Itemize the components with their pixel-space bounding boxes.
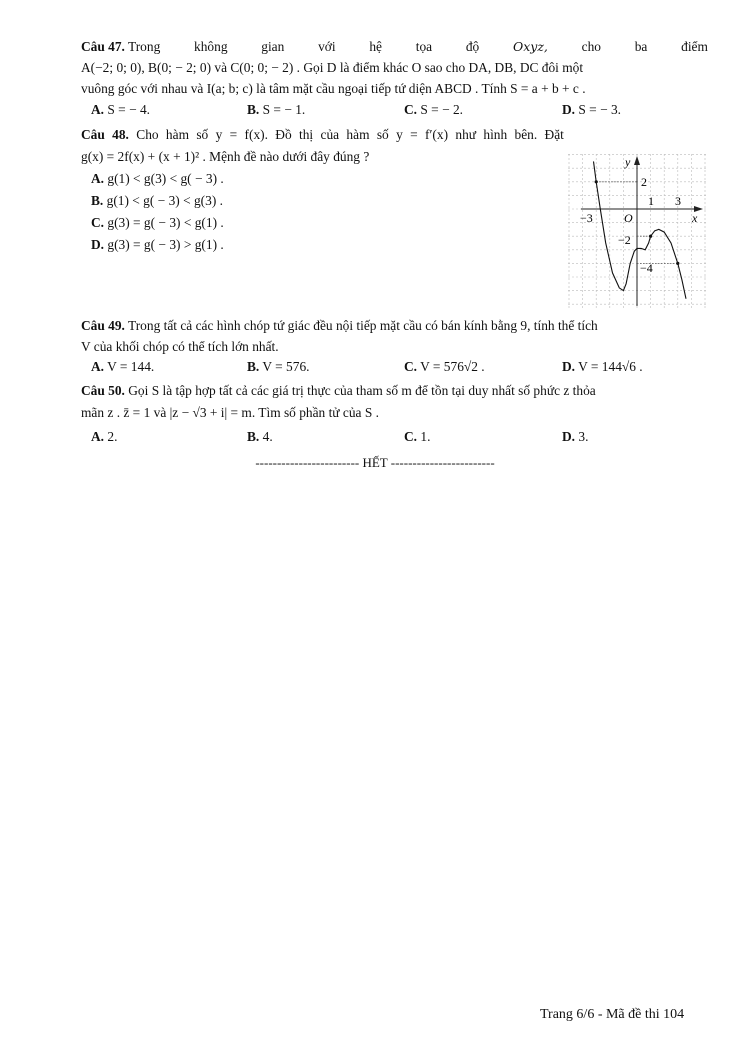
q47-line1: Câu 47. Trong không gian với hệ tọa độ Oxyz, cho ba điểm [81, 39, 708, 54]
q50-option-d[interactable]: D. 3. [562, 429, 589, 444]
end-marker: ------------------------ HẾT ------------------------ [255, 455, 495, 470]
q47-label: Câu 47. [81, 39, 125, 54]
marked-point [649, 235, 652, 238]
tick-label-yneg2: −2 [618, 233, 631, 247]
q47-line3: vuông góc với nhau và I(a; b; c) là tâm mặt cầu ngoại tiếp tứ diện ABCD . Tính S = a + b + c . [81, 81, 586, 96]
q48-option-b[interactable]: B. g(1) < g( − 3) < g(3) . [91, 193, 223, 208]
q50-label: Câu 50. [81, 383, 125, 398]
q49-line2: V của khối chóp có thể tích lớn nhất. [81, 339, 279, 354]
q50-option-b[interactable]: B. 4. [247, 429, 273, 444]
q47-option-b[interactable]: B. S = − 1. [247, 102, 306, 117]
q49-label: Câu 49. [81, 318, 125, 333]
origin-label: O [624, 211, 633, 225]
tick-label-x-neg3: −3 [580, 211, 593, 225]
x-axis-label: x [692, 211, 698, 225]
q48-line1: Câu 48. Cho hàm số y = f(x). Đồ thị của hàm số y = f′(x) như hình bên. Đặt [81, 127, 564, 142]
q50-option-c[interactable]: C. 1. [404, 429, 431, 444]
q48-option-d[interactable]: D. g(3) = g( − 3) > g(1) . [91, 237, 224, 252]
q48-option-a[interactable]: A. g(1) < g(3) < g( − 3) . [91, 171, 224, 186]
marked-point [595, 180, 598, 183]
graph-grid [568, 154, 708, 308]
q47-option-c[interactable]: C. S = − 2. [404, 102, 464, 117]
y-axis-label: y [625, 155, 631, 169]
page-footer: Trang 6/6 - Mã đề thi 104 [540, 1007, 685, 1022]
q49-option-d[interactable]: D. V = 144√6 . [562, 359, 643, 374]
q47-line2: A(−2; 0; 0), B(0; − 2; 0) và C(0; 0; − 2) . Gọi D là điểm khác O sao cho DA, DB, DC đôi một [81, 60, 584, 75]
q50-line2: mãn z . z̄ = 1 và |z − √3 + i| = m. Tìm số phần tử của S . [81, 405, 379, 420]
q49-option-b[interactable]: B. V = 576. [247, 359, 310, 374]
marked-point [676, 262, 679, 265]
q48-line2: g(x) = 2f(x) + (x + 1)² . Mệnh đề nào dưới đây đúng ? [81, 149, 370, 164]
q48-option-c[interactable]: C. g(3) = g( − 3) < g(1) . [91, 215, 224, 230]
tick-label-x1: 1 [648, 194, 654, 208]
q49-option-c[interactable]: C. V = 576√2 . [404, 359, 485, 374]
tick-label-x3: 3 [675, 194, 681, 208]
q47-option-a[interactable]: A. S = − 4. [91, 102, 151, 117]
q49-line1: Câu 49. Trong tất cả các hình chóp tứ giác đều nội tiếp mặt cầu có bán kính bằng 9, tính thể tích [81, 318, 598, 333]
q47-option-d[interactable]: D. S = − 3. [562, 102, 622, 117]
q49-option-a[interactable]: A. V = 144. [91, 359, 155, 374]
q50-line1: Câu 50. Gọi S là tập hợp tất cả các giá trị thực của tham số m để tồn tại duy nhất số phức z thỏa [81, 383, 596, 398]
q50-option-a[interactable]: A. 2. [91, 429, 118, 444]
tick-label-yneg4: −4 [640, 261, 653, 275]
tick-label-y2: 2 [641, 175, 647, 189]
y-axis-arrow [634, 156, 640, 165]
derivative-graph [566, 152, 710, 308]
q48-label: Câu 48. [81, 127, 129, 142]
